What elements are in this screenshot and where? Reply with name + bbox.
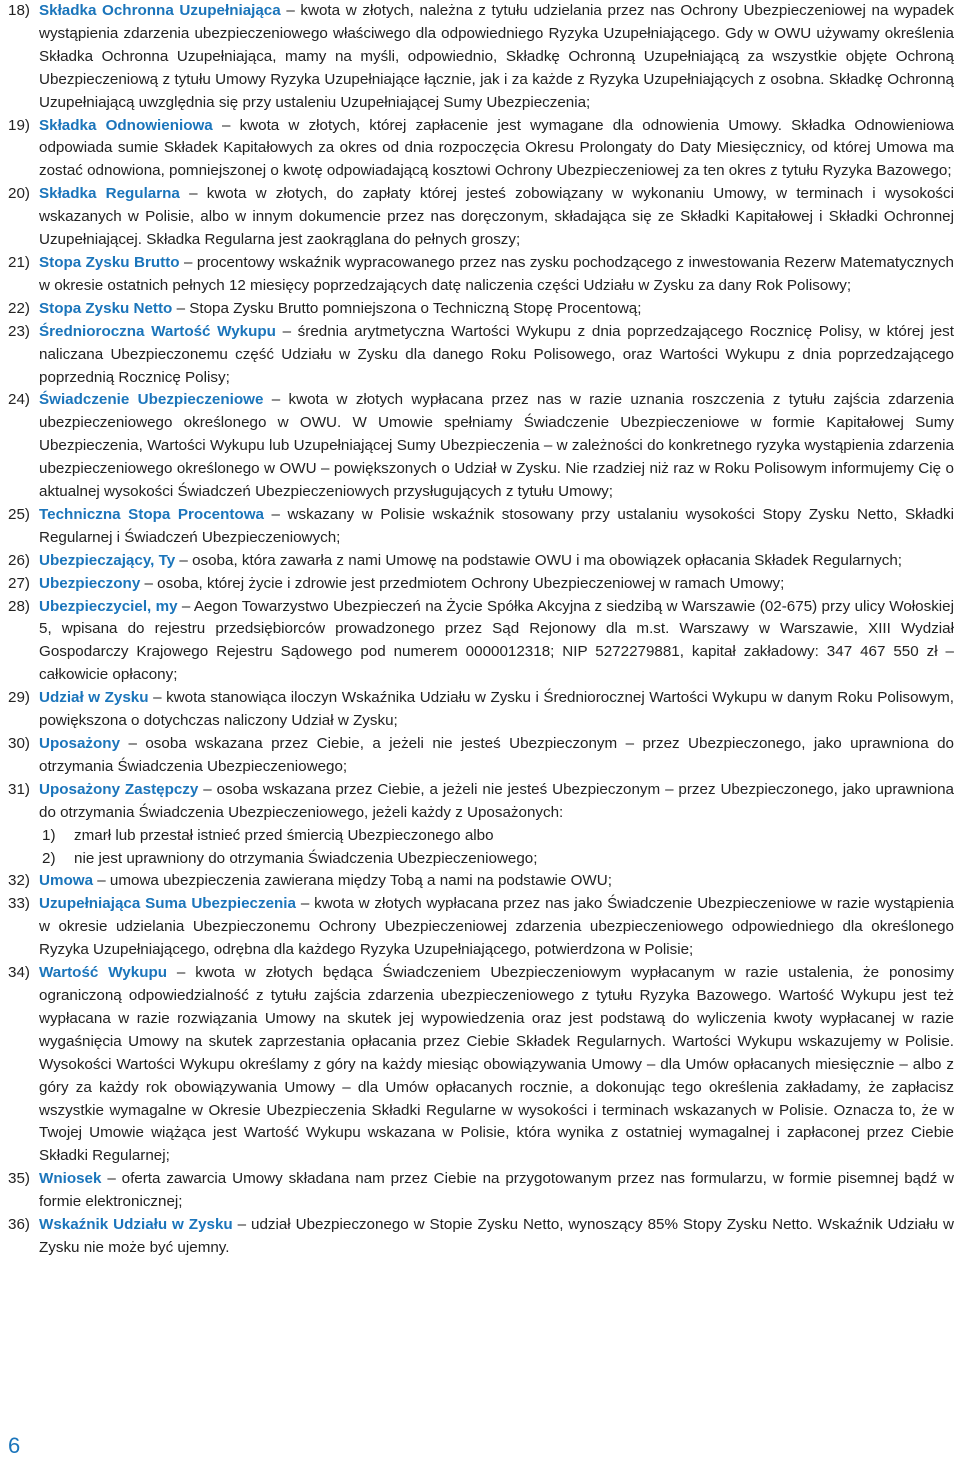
item-number: 28) (8, 597, 30, 615)
definition-text: – kwota w złotych, której zapłacenie jest wymagane dla odnowienia Umowy. Składka Odnowieniowa odpowiada sumie Składek Kapitałowych za okres od dnia rozpoczęcia Okresu Prolongaty do Daty Miesięcznicy, od której Umowa ma zostać odnowiona, pomniejszonej o kwotę odpowiadającą kosztowi Ochrony Ubezpieczeniowej za ten okres z tytułu Ryzyka Bazowego; (39, 116, 955, 180)
item-body (39, 893, 954, 962)
definition-item (8, 893, 954, 962)
item-number: 36) (8, 1216, 30, 1234)
definition-item (8, 252, 954, 298)
sub-item (8, 848, 954, 871)
defined-term: Średnioroczna Wartość Wykupu (39, 322, 276, 340)
page-number: 6 (8, 1433, 21, 1458)
definition-item (8, 0, 954, 115)
item-body (39, 252, 954, 298)
item-body (39, 115, 954, 184)
sub-item-number: 1) (42, 826, 56, 844)
definition-text: – osoba wskazana przez Ciebie, a jeżeli nie jesteś Ubezpieczonym – przez Ubezpieczonego, jako uprawniona do otrzymania Świadczenia Ubezpieczeniowego; (39, 735, 954, 775)
definition-item (8, 870, 954, 893)
definition-item (8, 733, 954, 779)
definition-item (8, 550, 954, 573)
definition-item (8, 687, 954, 733)
item-body (39, 962, 954, 1168)
definition-text: – kwota w złotych wypłacana przez nas w razie uznania roszczenia z tytułu zajścia zdarzenia ubezpieczeniowego określonego w OWU. W Umowie spełniamy Świadczenie Ubezpieczeniowe w formie Kapitałowej Sumy Ubezpieczenia, Wartości Wykupu lub Uzupełniającej Sumy Ubezpieczenia – w zależności do konkretnego ryzyka wystąpienia zdarzenia ubezpieczeniowego określonego w OWU – powiększonych o Udział w Zysku. Nie rzadziej niż raz w Roku Polisowym informujemy Cię o aktualnej wysokości Świadczeń Ubezpieczeniowych przysługujących z tytułu Umowy; (39, 391, 954, 501)
item-body (39, 687, 954, 733)
defined-term: Składka Odnowieniowa (39, 116, 213, 134)
item-number: 31) (8, 780, 30, 798)
item-number: 24) (8, 391, 30, 409)
definition-item (8, 115, 954, 184)
definition-item (8, 183, 954, 252)
item-body (39, 779, 954, 825)
item-body (39, 596, 954, 688)
defined-term: Techniczna Stopa Procentowa (39, 505, 264, 523)
defined-term: Udział w Zysku (39, 689, 149, 707)
definition-item (8, 779, 954, 825)
definition-text: – średnia arytmetyczna Wartości Wykupu z dnia poprzedzającego Rocznicę Polisy, w której jest naliczana Ubezpieczonemu część Udziału w Zysku dla danego Roku Polisowego, oraz Wartości Wykupu z dnia poprzedzającego poprzednią Rocznicę Polisy; (39, 322, 954, 386)
definition-text: – umowa ubezpieczenia zawierana między Tobą a nami na podstawie OWU; (93, 872, 612, 890)
definition-text: – udział Ubezpieczonego w Stopie Zysku Netto, wynoszący 85% Stopy Zysku Netto. Wskaźnik Udziału w Zysku nie może być ujemny. (39, 1216, 954, 1256)
definition-text: – osoba, która zawarła z nami Umowę na podstawie OWU i ma obowiązek opłacania Składek Regularnych; (175, 551, 903, 569)
definition-item (8, 389, 954, 504)
definition-item (8, 298, 954, 321)
item-number: 34) (8, 964, 30, 982)
item-body (39, 550, 954, 573)
item-number: 27) (8, 574, 30, 592)
definition-text: – kwota w złotych, do zapłaty której jesteś zobowiązany w wykonaniu Umowy, w terminach i wysokości wskazanych w Polisie, albo w innym dokumencie przez nas doręczonym, składająca się ze Składki Kapitałowej i Składki Ochronnej Uzupełniającej. Składka Regularna jest zaokrąglana do pełnych groszy; (39, 185, 954, 249)
defined-term: Świadczenie Ubezpieczeniowe (39, 391, 264, 409)
definition-item (8, 504, 954, 550)
defined-term: Wskaźnik Udziału w Zysku (39, 1216, 233, 1234)
defined-term: Składka Ochronna Uzupełniająca (39, 2, 281, 19)
defined-term: Wniosek (39, 1170, 102, 1188)
item-number: 32) (8, 872, 30, 890)
item-body (39, 870, 954, 893)
definition-item (8, 321, 954, 390)
defined-term: Uposażony (39, 735, 121, 752)
definition-text: – osoba wskazana przez Ciebie, a jeżeli nie jesteś Ubezpieczonym – przez Ubezpieczonego, jako uprawniona do otrzymania Świadczenia Ubezpieczeniowego, jeżeli każdy z Uposażonych: (39, 780, 955, 821)
item-number: 35) (8, 1170, 30, 1188)
definition-text: – kwota w złotych wypłacana przez nas jako Świadczenie Ubezpieczeniowe w razie wystąpienia w okresie udzielania Ubezpieczonemu Ochrony Ubezpieczeniowej zdarzenia ubezpieczeniowego odpowiedniego dla określonego Ryzyka Uzupełniającego, odrębna dla każdego Ryzyka Uzupełniającego, potwierdzona w Polisie; (39, 895, 954, 959)
defined-term: Stopa Zysku Netto (39, 299, 173, 317)
item-body (39, 321, 954, 390)
item-body (39, 1214, 954, 1260)
definition-item (8, 1168, 954, 1214)
defined-term: Ubezpieczyciel, my (39, 597, 178, 615)
defined-term: Uposażony Zastępczy (39, 780, 199, 798)
definition-text: – osoba, której życie i zdrowie jest przedmiotem Ochrony Ubezpieczeniowej w ramach Umowy; (140, 574, 785, 592)
defined-term: Wartość Wykupu (39, 964, 168, 982)
defined-term: Stopa Zysku Brutto (39, 253, 180, 271)
item-number: 30) (8, 735, 30, 752)
item-number: 23) (8, 322, 30, 340)
definition-text: – oferta zawarcia Umowy składana nam przez Ciebie na przygotowanym przez nas formularzu, w formie pisemnej bądź w formie elektronicznej; (39, 1170, 954, 1211)
item-number: 19) (8, 116, 30, 134)
defined-term: Uzupełniająca Suma Ubezpieczenia (39, 895, 296, 913)
definition-text: – procentowy wskaźnik wypracowanego przez nas zysku pochodzącego z inwestowania Rezerw Matematycznych w okresie ostatnich pełnych 12 miesięcy poprzedzających datę naliczenia części Udziału w Zysku za dany Rok Polisowy; (39, 253, 954, 294)
definition-item (8, 596, 954, 688)
item-body (39, 183, 954, 252)
item-body (39, 1168, 954, 1214)
definition-item (8, 1214, 954, 1260)
definition-text: – kwota w złotych będąca Świadczeniem Ubezpieczeniowym wypłacanym w razie ustalenia, że ponosimy ograniczoną odpowiedzialność z tytułu zajścia zdarzenia ubezpieczeniowego z tytułu Ryzyka Bazowego. Wartość Wykupu jest też wypłacana w razie rozwiązania Umowy na skutek jej wypowiedzenia oraz jest podstawą do wyliczenia kwoty wypłacanej w razie wygaśnięcia Umowy na skutek zaprzestania opłacania przez Ciebie Składek Regularnych. Wartości Wykupu wskazujemy w Polisie. Wysokości Wartości Wykupu określamy z góry na każdy miesiąc obowiązywania Umowy – dla Umów opłacanych miesięcznie – albo z góry za każdy rok obowiązywania Umowy – dla Umów opłacanych rocznie, a dokonując tego określenia zakładamy, że zapłacisz wszystkie wymagalne w Okresie Ubezpieczenia Składki Regularne w wysokości i terminach wskazanych w Polisie. Oznacza to, że w Twojej Umowie wiążąca jest Wartość Wykupu wskazana w Polisie, która wynika z ostatniej wymagalnej i zapłaconej przez Ciebie Składki Regularnej; (39, 964, 954, 1165)
item-body (39, 0, 954, 115)
item-body (39, 389, 954, 504)
item-body (39, 573, 954, 596)
definition-item (8, 573, 954, 596)
item-number: 29) (8, 689, 30, 707)
definition-text: – Stopa Zysku Brutto pomniejszona o Techniczną Stopę Procentową; (172, 299, 642, 317)
defined-term: Umowa (39, 872, 94, 890)
defined-term: Składka Regularna (39, 185, 180, 203)
item-number: 20) (8, 185, 30, 203)
defined-term: Ubezpieczający, Ty (39, 551, 176, 569)
sub-item (8, 825, 954, 848)
item-body (39, 298, 954, 321)
definitions-list (8, 0, 954, 1260)
definition-text: – Aegon Towarzystwo Ubezpieczeń na Życie Spółka Akcyjna z siedzibą w Warszawie (02-675) przy ulicy Wołoskiej 5, wpisana do rejestru przedsiębiorców prowadzonego przez Sąd Rejonowy dla m.st. Warszawy w Warszawie, XIII Wydział Gospodarczy Krajowego Rejestru Sądowego pod numerem 0000012318; NIP 5272279881, kapitał zakładowy: 347 467 550 zł – całkowicie opłacony; (39, 597, 954, 684)
definition-text: – wskazany w Polisie wskaźnik stosowany przy ustalaniu wysokości Stopy Zysku Netto, Składki Regularnej i Świadczeń Ubezpieczeniowych; (39, 505, 954, 546)
item-number: 18) (8, 2, 30, 19)
sub-item-number: 2) (42, 849, 56, 867)
item-body (39, 733, 954, 779)
item-number: 22) (8, 299, 30, 317)
sub-item-text: zmarł lub przestał istnieć przed śmiercią Ubezpieczonego albo (74, 826, 494, 844)
sub-item-text: nie jest uprawniony do otrzymania Świadczenia Ubezpieczeniowego; (74, 849, 538, 867)
item-body (39, 504, 954, 550)
definition-text: – kwota w złotych, należna z tytułu udzielania przez nas Ochrony Ubezpieczeniowej na wypadek wystąpienia zdarzenia ubezpieczeniowego właściwego dla odpowiedniego Ryzyka Uzupełniającego. Gdy w OWU używamy określenia Składka Ochronna Uzupełniająca, mamy na myśli, odpowiednio, Składkę Ochronną Uzupełniającą za wszystkie objęte Ochroną Ubezpieczeniową z tytułu Umowy Ryzyka Uzupełniające łącznie, jak i za każde z Ryzyka Uzupełniających z osobna. Składkę Ochronną Uzupełniającą uwzględnia się przy ustaleniu Uzupełniającej Sumy Ubezpieczenia; (39, 2, 954, 111)
item-number: 26) (8, 551, 30, 569)
item-number: 21) (8, 253, 30, 271)
defined-term: Ubezpieczony (39, 574, 141, 592)
definition-item (8, 962, 954, 1168)
definition-text: – kwota stanowiąca iloczyn Wskaźnika Udziału w Zysku i Średniorocznej Wartości Wykupu w danym Roku Polisowym, powiększona o dotychczas naliczony Udział w Zysku; (39, 689, 954, 730)
item-number: 33) (8, 895, 30, 913)
item-number: 25) (8, 505, 30, 523)
